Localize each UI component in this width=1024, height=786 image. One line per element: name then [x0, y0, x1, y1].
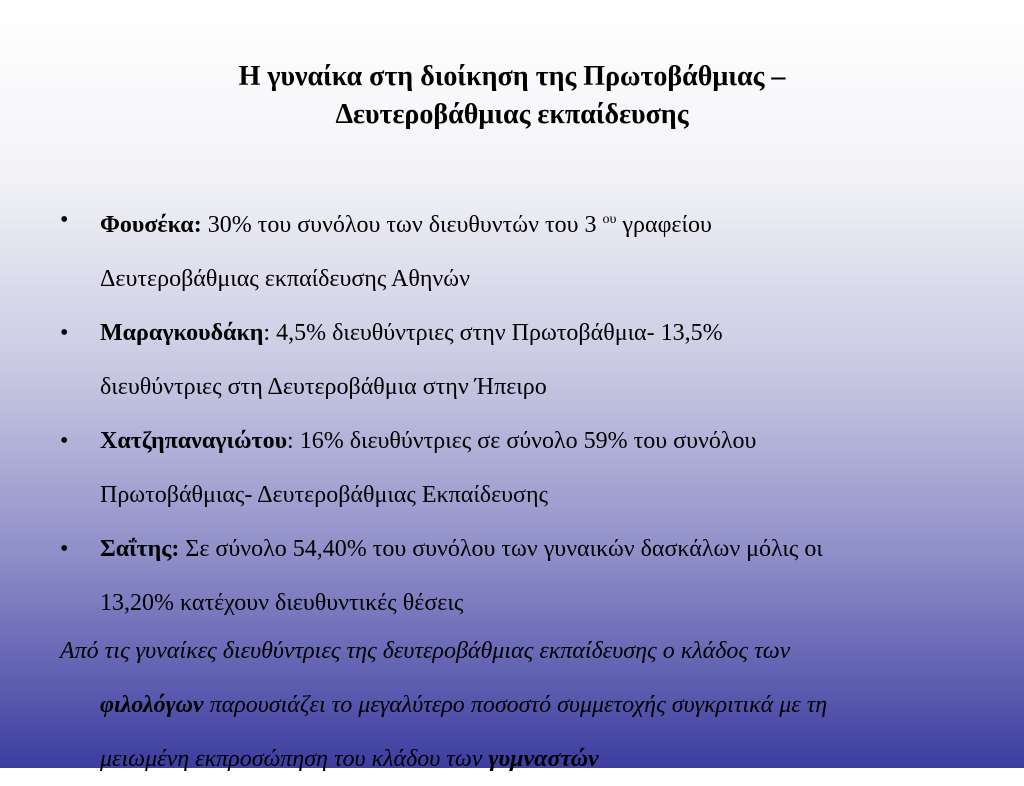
bullet-line-2: Δευτεροβάθμιας εκπαίδευσης Αθηνών [100, 266, 470, 292]
bullet-icon: • [60, 428, 69, 454]
slide-title-line-2: Δευτεροβάθμιας εκπαίδευσης [335, 99, 689, 130]
note-emphasis-gymnasts: γυμναστών [488, 746, 599, 772]
bullet-line-1 [100, 522, 984, 576]
bullet-line-2: Πρωτοβάθμιας- Δευτεροβάθμιας Εκπαίδευσης [100, 482, 549, 508]
note-text: παρουσιάζει το μεγαλύτερο ποσοστό συμμετοχής συγκριτικά με τη [203, 692, 828, 718]
bullet-text: : 4,5% διευθύντριες στην Πρωτοβάθμια- 13,5% [263, 320, 723, 346]
bullet-icon: • [60, 207, 69, 233]
bullet-item-maragkoudaki [0, 306, 1024, 414]
bullet-text-tail: γραφείου [616, 212, 712, 238]
bullet-line-2: διευθύντριες στη Δευτεροβάθμια στην Ήπειρο [100, 374, 547, 400]
bullet-text: : 16% διευθύντριες σε σύνολο 59% του συνόλου [287, 428, 757, 454]
bullet-line-1 [100, 193, 984, 252]
bullet-line-1 [100, 414, 984, 468]
slide-title-line-1: Η γυναίκα στη διοίκηση της Πρωτοβάθμιας – [238, 61, 786, 92]
note-line-1: Από τις γυναίκες διευθύντριες της δευτεροβάθμιας εκπαίδευσης ο κλάδος των [60, 638, 791, 664]
bullet-item-saitis [0, 522, 1024, 630]
bullet-item-chatzipanagiotou [0, 414, 1024, 522]
superscript: ου [602, 212, 617, 227]
note-line-2 [0, 678, 1024, 732]
note-emphasis-philologists: φιλολόγων [100, 692, 204, 718]
author-name: Χατζηπαναγιώτου [100, 428, 288, 454]
bullet-icon: • [60, 536, 69, 562]
bullet-item-fouseka [0, 193, 1024, 306]
author-name: Μαραγκουδάκη [100, 320, 264, 346]
bullet-list [0, 193, 1024, 630]
conclusion-note [0, 624, 1024, 786]
note-line-3 [0, 732, 1024, 786]
bullet-line-1 [100, 306, 984, 360]
bullet-line-2: 13,20% κατέχουν διευθυντικές θέσεις [100, 590, 464, 616]
author-name: Σαΐτης: [100, 536, 180, 562]
bullet-text: 30% του συνόλου των διευθυντών του 3 [201, 212, 603, 238]
bullet-text: Σε σύνολο 54,40% του συνόλου των γυναικών δασκάλων μόλις οι [179, 536, 823, 562]
note-text: μειωμένη εκπροσώπηση του κλάδου των [100, 746, 489, 772]
bullet-icon: • [60, 320, 69, 346]
author-name: Φουσέκα: [100, 212, 202, 238]
slide-title [0, 58, 1024, 134]
